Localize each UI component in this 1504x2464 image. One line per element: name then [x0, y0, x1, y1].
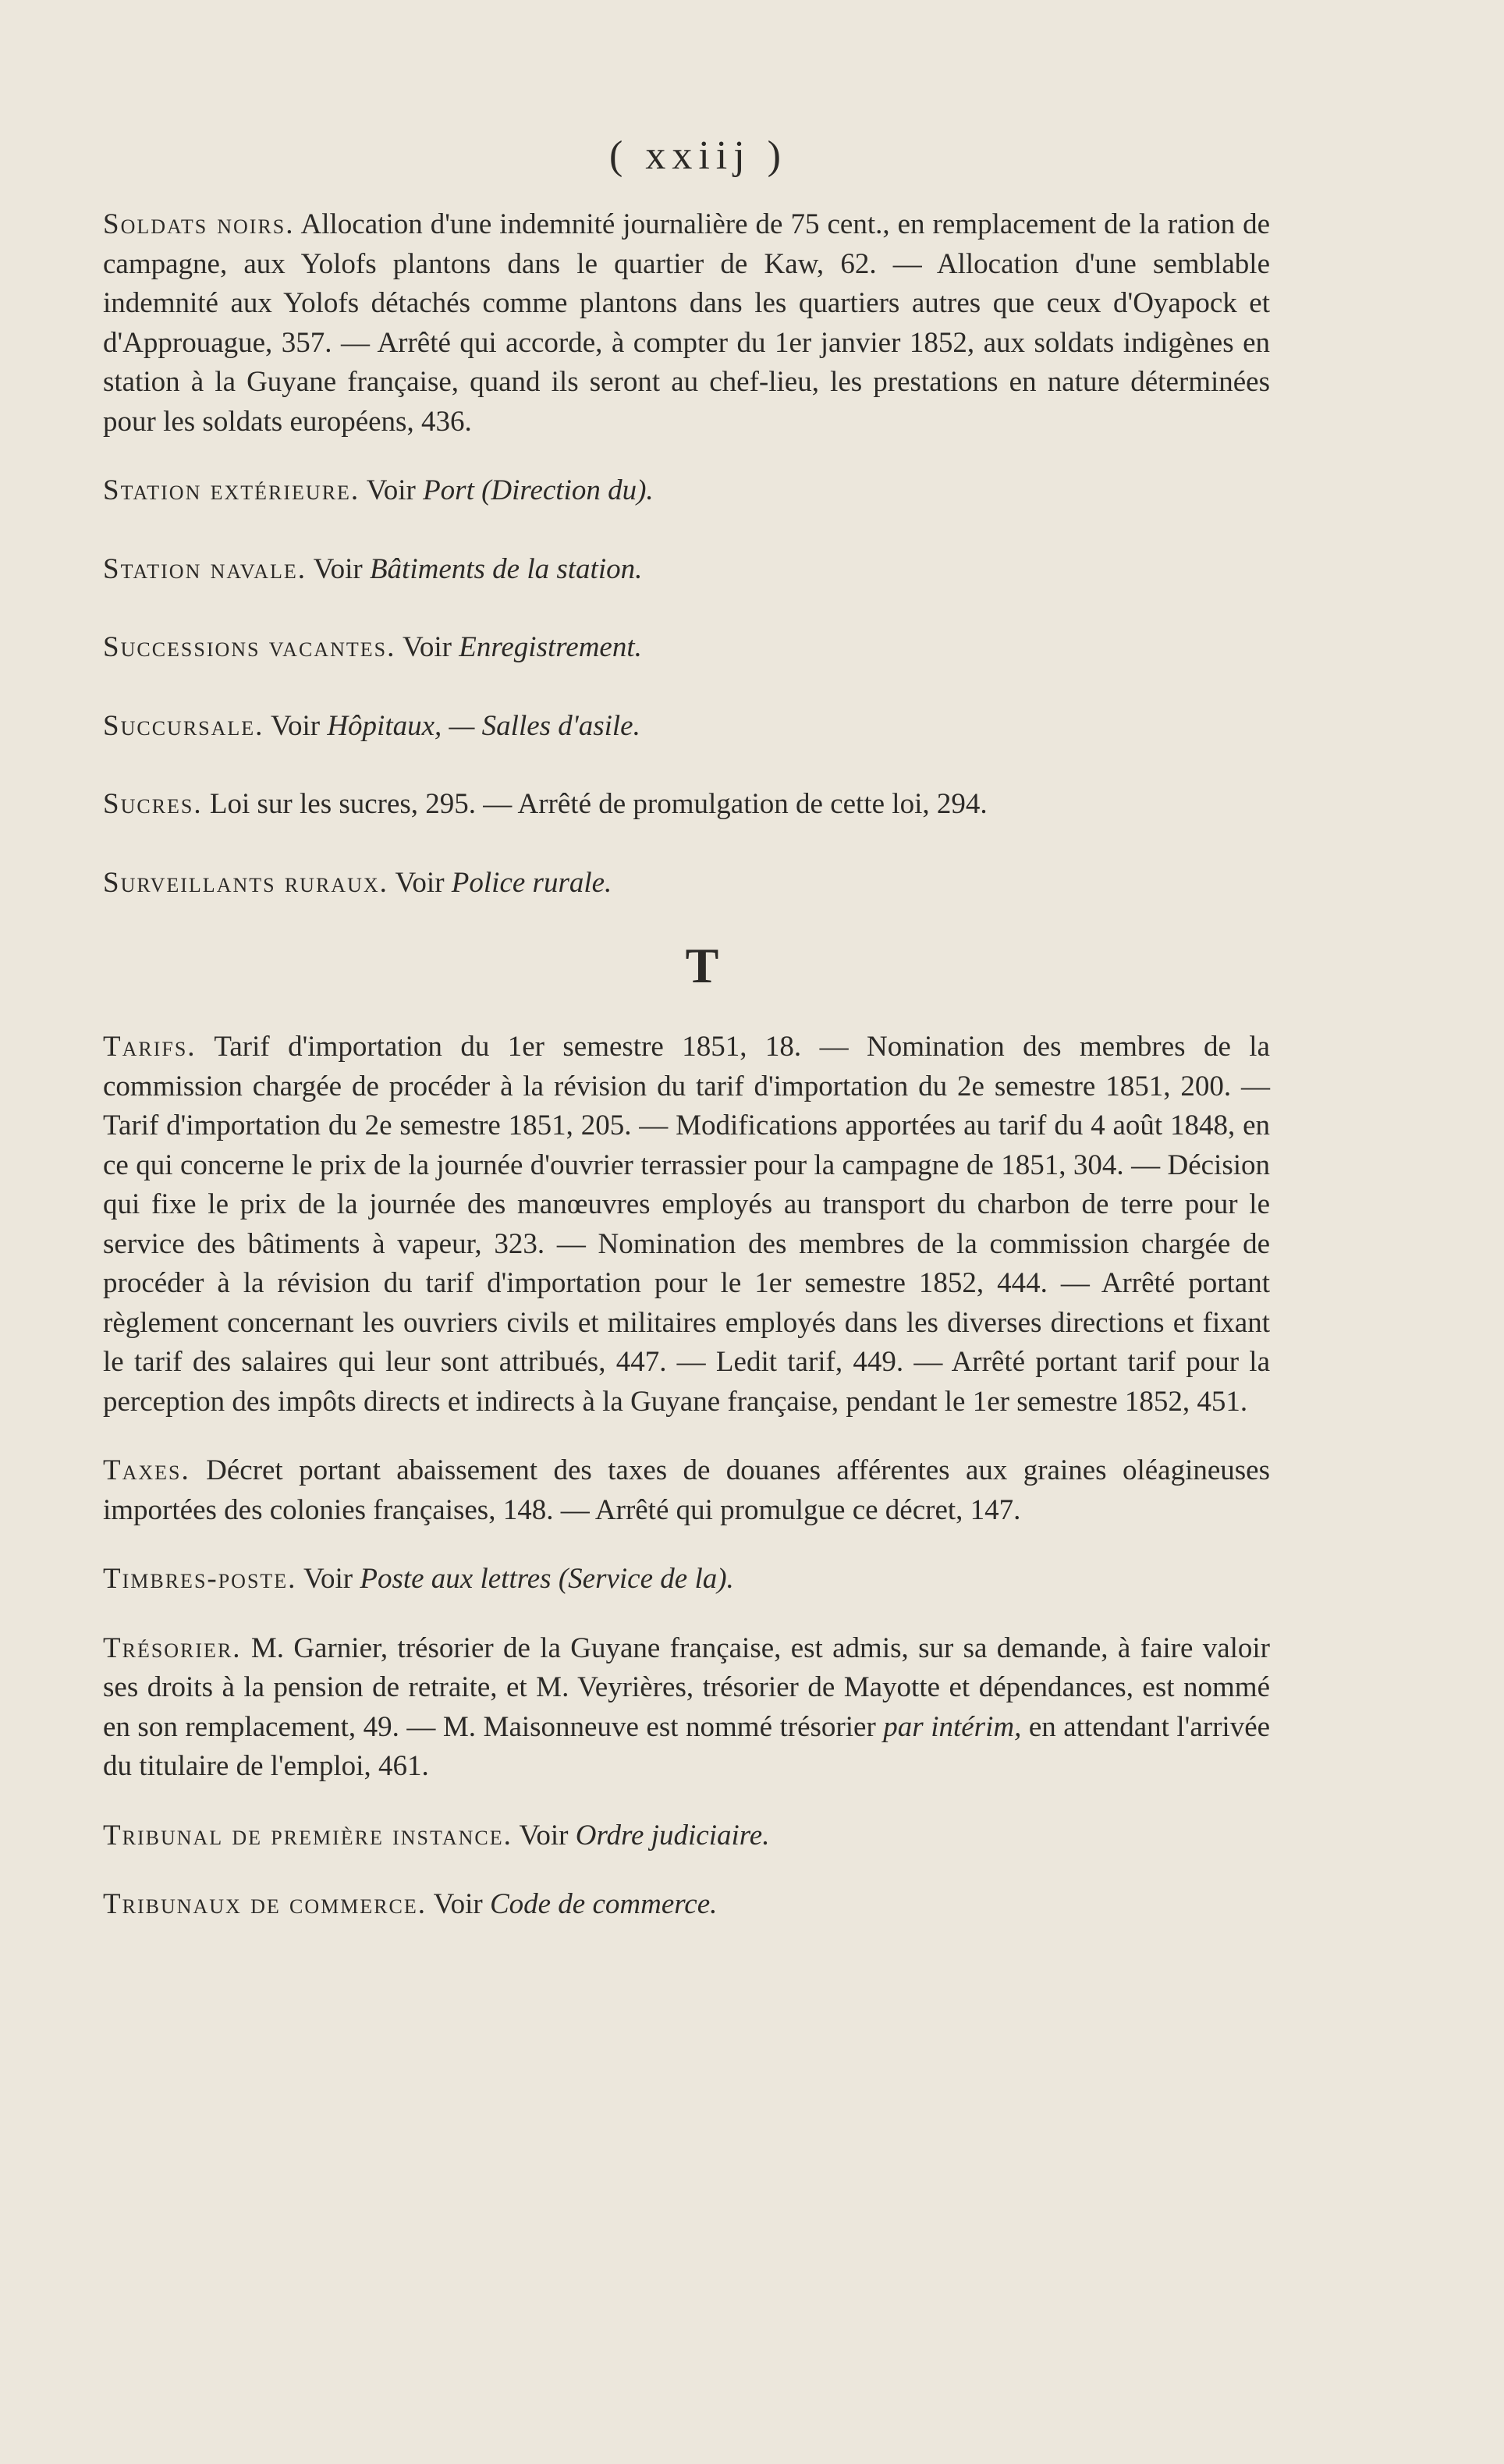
entry-head: Station navale.: [103, 552, 307, 585]
entry-head: Taxes.: [103, 1454, 190, 1486]
section-letter: T: [685, 938, 719, 993]
entry-text: Voir: [433, 1888, 483, 1920]
entry-reference: Police rurale.: [451, 866, 612, 899]
entry-text: Loi sur les sucres, 295. — Arrêté de promulgation de cette loi, 294.: [209, 788, 988, 820]
entry-head: Station extérieure.: [103, 474, 360, 506]
page-number: ( xxiij ): [609, 133, 787, 178]
entry-text: Décret portant abaissement des taxes de douanes afférentes aux graines oléagineuses importées des colonies françaises, 148. — Arrêté qui promulgue ce décret, 147.: [103, 1454, 1270, 1526]
entry-head: Tarifs.: [103, 1031, 197, 1063]
entry-reference: Port (Direction du).: [423, 474, 654, 506]
index-entry-timbres-poste: [103, 1560, 1270, 1599]
index-entry-tribunal-premiere-instance: [103, 1816, 1270, 1856]
entry-head: Succursale.: [103, 709, 264, 742]
entry-text: Voir: [303, 1563, 353, 1595]
entry-reference: par intérim,: [883, 1710, 1022, 1743]
entry-head: Soldats noirs.: [103, 208, 295, 240]
entry-reference: Enregistrement.: [459, 631, 642, 663]
entry-text: Voir: [366, 474, 416, 506]
index-entry-station-navale: [103, 550, 1270, 590]
entry-text: Voir: [402, 631, 452, 663]
entry-reference: Code de commerce.: [489, 1888, 718, 1920]
entry-text: Tarif d'importation du 1er semestre 1851, 18. — Nomination des membres de la commission chargée de procéder à la révision du tarif d'importation du 2e semestre 1851, 200. — Tarif d'importation du 2e semestre 1851, 205. — Modifications apportées au tarif du 4 août 1848, en ce qui concerne le prix de la journée d'ouvrier terrassier pour la campagne de 1851, 304. — Décision qui fixe le prix de la journée des manœuvres employés au transport du charbon de terre pour le service des bâtiments à vapeur, 323. — Nomination des membres de la commission chargée de procéder à la révision du tarif d'importation pour le 1er semestre 1852, 444. — Arrêté portant règlement concernant les ouvriers civils et militaires employés dans les diverses directions et fixant le tarif des salaires qui leur sont attribués, 447. — Ledit tarif, 449. — Arrêté portant tarif pour la perception des impôts directs et indirects à la Guyane française, pendant le 1er semestre 1852, 451.: [103, 1031, 1270, 1418]
entry-text: M. Garnier, trésorier de la Guyane française, est admis, sur sa demande, à faire valoir ses droits à la pension de retraite, et M. Veyrières, trésorier de Mayotte et dépendances, est nommé en son remplacement, 49. — M. Maisonneuve est nommé trésorier: [103, 1631, 1271, 1743]
index-entry-soldats-noirs: [103, 205, 1270, 442]
index-entry-tresorier: [103, 1629, 1270, 1787]
entry-head: Surveillants ruraux.: [103, 866, 388, 899]
entry-head: Tribunal de première instance.: [103, 1819, 513, 1852]
entry-reference: Bâtiments de la station.: [369, 552, 643, 585]
entry-text: Voir: [519, 1819, 569, 1852]
index-entry-successions-vacantes: [103, 628, 1270, 668]
index-entry-taxes: [103, 1451, 1270, 1530]
index-entry-station-exterieure: [103, 471, 1270, 511]
index-entry-tarifs: [103, 1028, 1270, 1422]
entry-head: Tribunaux de commerce.: [103, 1888, 427, 1920]
entry-reference: Hôpitaux, — Salles d'asile.: [327, 709, 640, 742]
entry-head: Sucres.: [103, 788, 203, 820]
entry-head: Timbres-poste.: [103, 1563, 297, 1595]
entry-text: Voir: [395, 866, 445, 899]
entry-text: Allocation d'une indemnité journalière de 75 cent., en remplacement de la ration de campagne, aux Yolofs plantons dans le quartier de Kaw, 62. — Allocation d'une semblable indemnité aux Yolofs détachés comme plantons dans les quartiers autres que ceux d'Oyapock et d'Approuague, 357. — Arrêté qui accorde, à compter du 1er janvier 1852, aux soldats indigènes en station à la Guyane française, quand ils seront au chef-lieu, les prestations en nature déterminées pour les soldats européens, 436.: [103, 208, 1271, 438]
entry-reference: Ordre judiciaire.: [575, 1819, 770, 1852]
index-entry-tribunaux-commerce: [103, 1885, 1270, 1925]
index-entry-sucres: [103, 785, 1270, 825]
entry-head: Successions vacantes.: [103, 631, 396, 663]
entry-text: Voir: [271, 709, 321, 742]
entry-reference: Poste aux lettres (Service de la).: [360, 1563, 734, 1595]
entry-text-continued: en attendant l'arrivée du titulaire de l'emploi, 461.: [103, 1710, 1271, 1782]
index-entry-succursale: [103, 707, 1270, 747]
entry-text: Voir: [313, 552, 363, 585]
index-entry-surveillants-ruraux: [103, 864, 1270, 904]
entry-head: Trésorier.: [103, 1631, 242, 1664]
